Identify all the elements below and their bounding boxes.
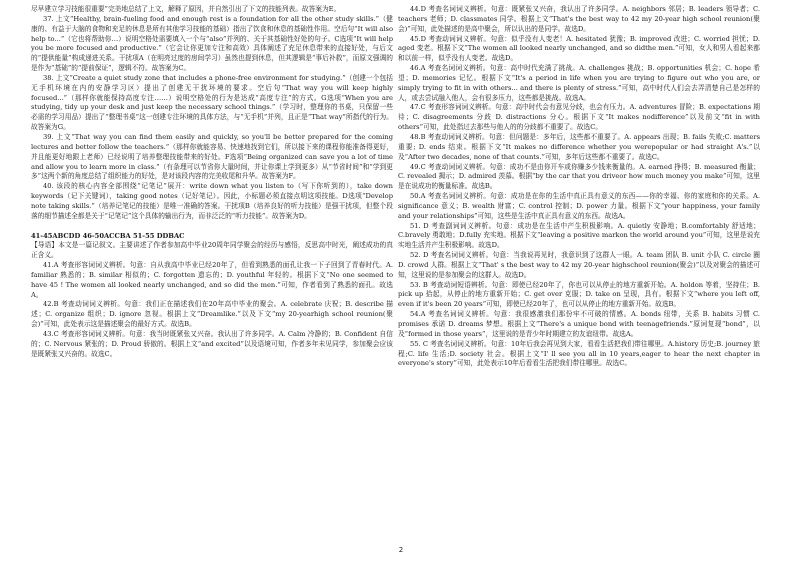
text-paragraph: 47.C 考查形容词词义辨析。句意：高中时代会有意见分歧，也会有压力。A. adventures 冒险；B. expectations 期待；C. disagreements 分歧 D. distractions 分心。根据下文“It makes nodifference”以及前文“fit in with others”可知，此处指过去那些与他人的的分歧都不重要了。故选C。 (398, 103, 760, 132)
text-paragraph: 46.A 考查名词词义辨析。句意：高中时代充满了挑战。A. challenges 挑战；B. opportunities 机会；C. hope 希望；D. memories 记忆。根据下文“It's a period in life when you are trying to figure out who you are, or simply trying to fit in with others... and there is plenty of stress.”可知，高中时代人们会去弄清楚自己是怎样的人，或去尝试融入他人，会有很多压力，这些都是挑战。故选A。 (398, 64, 760, 102)
text-paragraph: 38. 上文“Create a quiet study zone that includes a phone-free environment for studying.”（创建一个包括无手机环境在内的安静学习区）提出了创建无干扰环境的要求。空后句“That way you will keep highly focused...”（那样你就能保持高度专注……）说明空格处的行为是达成“高度专注”的方式。G选项“When you are studying, tidy up your desk and just keep the necessary school things.”（学习时，整理你的书桌，只保留一些必需的学习用品）提出了“整理书桌”这一创建专注环境的具体方法，与“无手机”并列，且正是“That way”所指代的行为。故答案为G。 (31, 73, 393, 132)
text-paragraph: 37. 上文“Healthy, brain-fueling food and enough rest is a foundation for all the other study skills.”（健康的、有益于大脑的食物和充足的休息是所有其他学习技能的基础）指出了饮食和休息的基础性作用。空后句“It will also help to...”（它也将帮助你…）说明空格处需要填入一个与“also”并列的、关于其基础性好处的句子。C选项“It will help you be more focused and productive.”（它会让你更加专注和高效）具体阐述了充足休息带来的直接好处，与后文的“提供能量”构成递进关系。干扰项A（在明亮过度的房间学习）虽然也提到休息，但其逻辑是“事后补救”，而原文强调的是作为“基础”的“提前保证”，逻辑不符。故答案为C。 (31, 14, 393, 73)
left-column (31, 5, 393, 360)
text-paragraph: 54.A 考查名词词义辨析。句意：我很感激我们那份牢不可破的情感。A. bonds 纽带，关系 B. habits 习惯 C. promises 承诺 D. dreams 梦想。根据上文“There's a unique bond with teenagefriends.”原词复现“bond”，以及“formed in those years”，这里说的是青少年时期建立的友谊纽带。故选A。 (398, 310, 760, 338)
text-paragraph: 39. 上文“That way you can find them easily and quickly, so you'll be better prepared for the coming lectures and better follow the teachers.”（那样你就能容易、快速地找到它们，所以接下来的课程你能准备得更好，并且能更好地跟上老师）已经说明了培养整理技能带来的好处。F选项“Being organized can save you a lot of time and allow you to learn more in class.”（有条理可以节省你大量时间，并让你课上学到更多）从“节省时间”和“学到更多”这两个新的角度总结了组织能力的好处，是对该段内容的完美收尾和升华。故答案为F。 (31, 132, 393, 181)
text-paragraph: 49.C 考查动词词义辨析。句意：成功不是由你开车或你赚多少钱来衡量的。A. earned 挣得；B. measured 衡量；C. revealed 揭示；D. admired 羡慕。根据“by the car that you driveor how much money you make”可知，这里是在说成功的衡量标准。故选B。 (398, 162, 760, 191)
text-paragraph: 40. 该段的核心内容全部围绕“记笔记”展开：write down what you listen to（写下你听到的），take down keywords（记下关键词），taking good notes（记好笔记）。因此，小标题必须直接点明这项技能。D选项“Develop note taking skills.”（培养记笔记的技能）是唯一准确的答案。干扰项B（培养良好的听力技能）是强干扰项，但整个段落的细节描述全都是关于“记笔记”这个具体的输出行为，而非泛泛的“听力技能”。故答案为D。 (31, 182, 393, 220)
text-paragraph: 53. B 考查动词短语辨析。句意：即使已经20年了，你也可以从停止的地方重新开始。A. holdon 等着，坚持住；B. pick up 拾起，从停止的地方重新开始；C. get over 克服；D. take on 呈现，具有。根据下文“where you left off, even if it's been 20 years”可知，即使已经20年了，也可以从停止的地方重新开始。故选B。 (398, 280, 760, 309)
text-paragraph: 51. D 考查副词词义辨析。句意：成功是在生活中产生积极影响。A. quietly 安静地；B.comfortably 舒适地；C.bravely 勇敢地；D.fully 充实地。根据下文“leaving a positive markon the world around you”可知，这里是说充实地生活并产生积极影响。故选D。 (398, 221, 760, 250)
text-paragraph: 48.B 考查动词词义辨析。句意：但问题是：多年后，这些都不重要了。A. appears 出现；B. fails 失败;C. matters 重要; D. ends 结束。根据下文“It makes no difference whether you werepopular or had straight A's.”以及“After two decades, none of that counts.”可知，多年后这些都不重要了。故选C。 (398, 132, 760, 161)
text-paragraph: 42.B 考查动词词义辨析。句意：我们正在描述我们在20年高中毕业的聚会。A. celebrate 庆祝；B. describe 描述；C. organize 组织；D. ignore 忽视。根据上文“Dreamlike.”以及下文“my 20-yearhigh school reunion(聚会)”可知，此处表示这是描述聚会的最好方式。故选B。 (31, 300, 393, 329)
text-paragraph: 55. C 考查名词词义辨析。句意：10年后我会再见到大家，看看生活把我们带往哪里。A.history 历史;B. journey 旅程;C. life 生活;D. society 社会。根据上文“I' ll see you all in 10 years,eager to hear the next chapter in everyone's story”可知，此处表示10年后看看生活把我们带往哪里。故选C。 (398, 339, 760, 368)
text-paragraph: 44.D 考查名词词义辨析。句意：既紧张又兴奋，我认出了许多同学。A. neighbors 邻居；B. leaders 领导者；C. teachers 老师；D. classmates 同学。根据上文“That's the best way to 42 my 20-year high school reunion(聚会)”可知，此处描述的是高中聚会，所以认出的是同学。故选D。 (398, 5, 760, 33)
right-column (398, 5, 760, 369)
text-paragraph: 41.A 考查形容词词义辨析。句意：自从我高中毕业已经20年了，但看到熟悉的面孔让我一下子回到了青春时代。A. familiar 熟悉的；B. similar 相似的；C. forgotten 遗忘的；D. youthful 年轻的。根据下文“No one seemed to have 45 ! The women all looked nearly unchanged, and so did the men.”可知，作者看到了熟悉的面孔。故选A。 (31, 261, 393, 299)
text-paragraph: 52. D 考查名词词义辨析。句意：当我说再见时，我意识到了这群人一眼。A. team 团队 B. unit 小队 C. circle 圈 D. crowd 人群。根据上文“That' s the best way to 42 my 20-year highschool reunion(聚会)”以及对聚会的描述可知，这里说的是参加聚会的这群人。故选D。 (398, 251, 760, 279)
text-paragraph: 尽早建立学习技能很重要”完美地总结了上文，解释了原因，并自然引出了下文的技能列表。故答案为E。 (31, 5, 341, 13)
page-number: 2 (398, 546, 404, 554)
text-paragraph: 45.D 考查动词词义辨析。句意：似乎没有人变老！A. hesitated 犹豫；B. improved 改进；C. worried 担忧；D. aged 变老。根据下文“The women all looked nearly unchanged, and so didthe men.”可知，女人和男人看起来都和以前一样，似乎没有人变老。故选D。 (398, 34, 760, 63)
text-paragraph: 50.A 考查名词词义辨析。句意：成功是在你的生活中真正具有意义的东西——你的幸福、你的家庭和你的关系。A. significance 意义；B. wealth 财富；C. control 控制；D. power 力量。根据下文“your happiness, your family and your relationships”可知，这些是生活中真正具有意义的东西。故选A。 (398, 192, 760, 220)
text-paragraph: 43.C 考查形容词词义辨析。句意：我当时既紧张又兴奋。我认出了许多同学。A. Calm 冷静的；B. Confident 自信的；C. Nervous 紧张的；D. Proud 骄傲的。根据上文“and excited”以及语境可知，作者多年未见同学，参加聚会应该是既紧张又兴奋的。故选C。 (31, 330, 393, 358)
answer-key: 41-45ABCDD 46-50ACCBA 51-55 DDBAC (31, 231, 185, 240)
text-paragraph: 【导语】本文是一篇记叙文。主要讲述了作者参加高中毕业20周年同学聚会的经历与感悟，反思高中时光，阐述成功的真正含义。 (31, 241, 393, 260)
